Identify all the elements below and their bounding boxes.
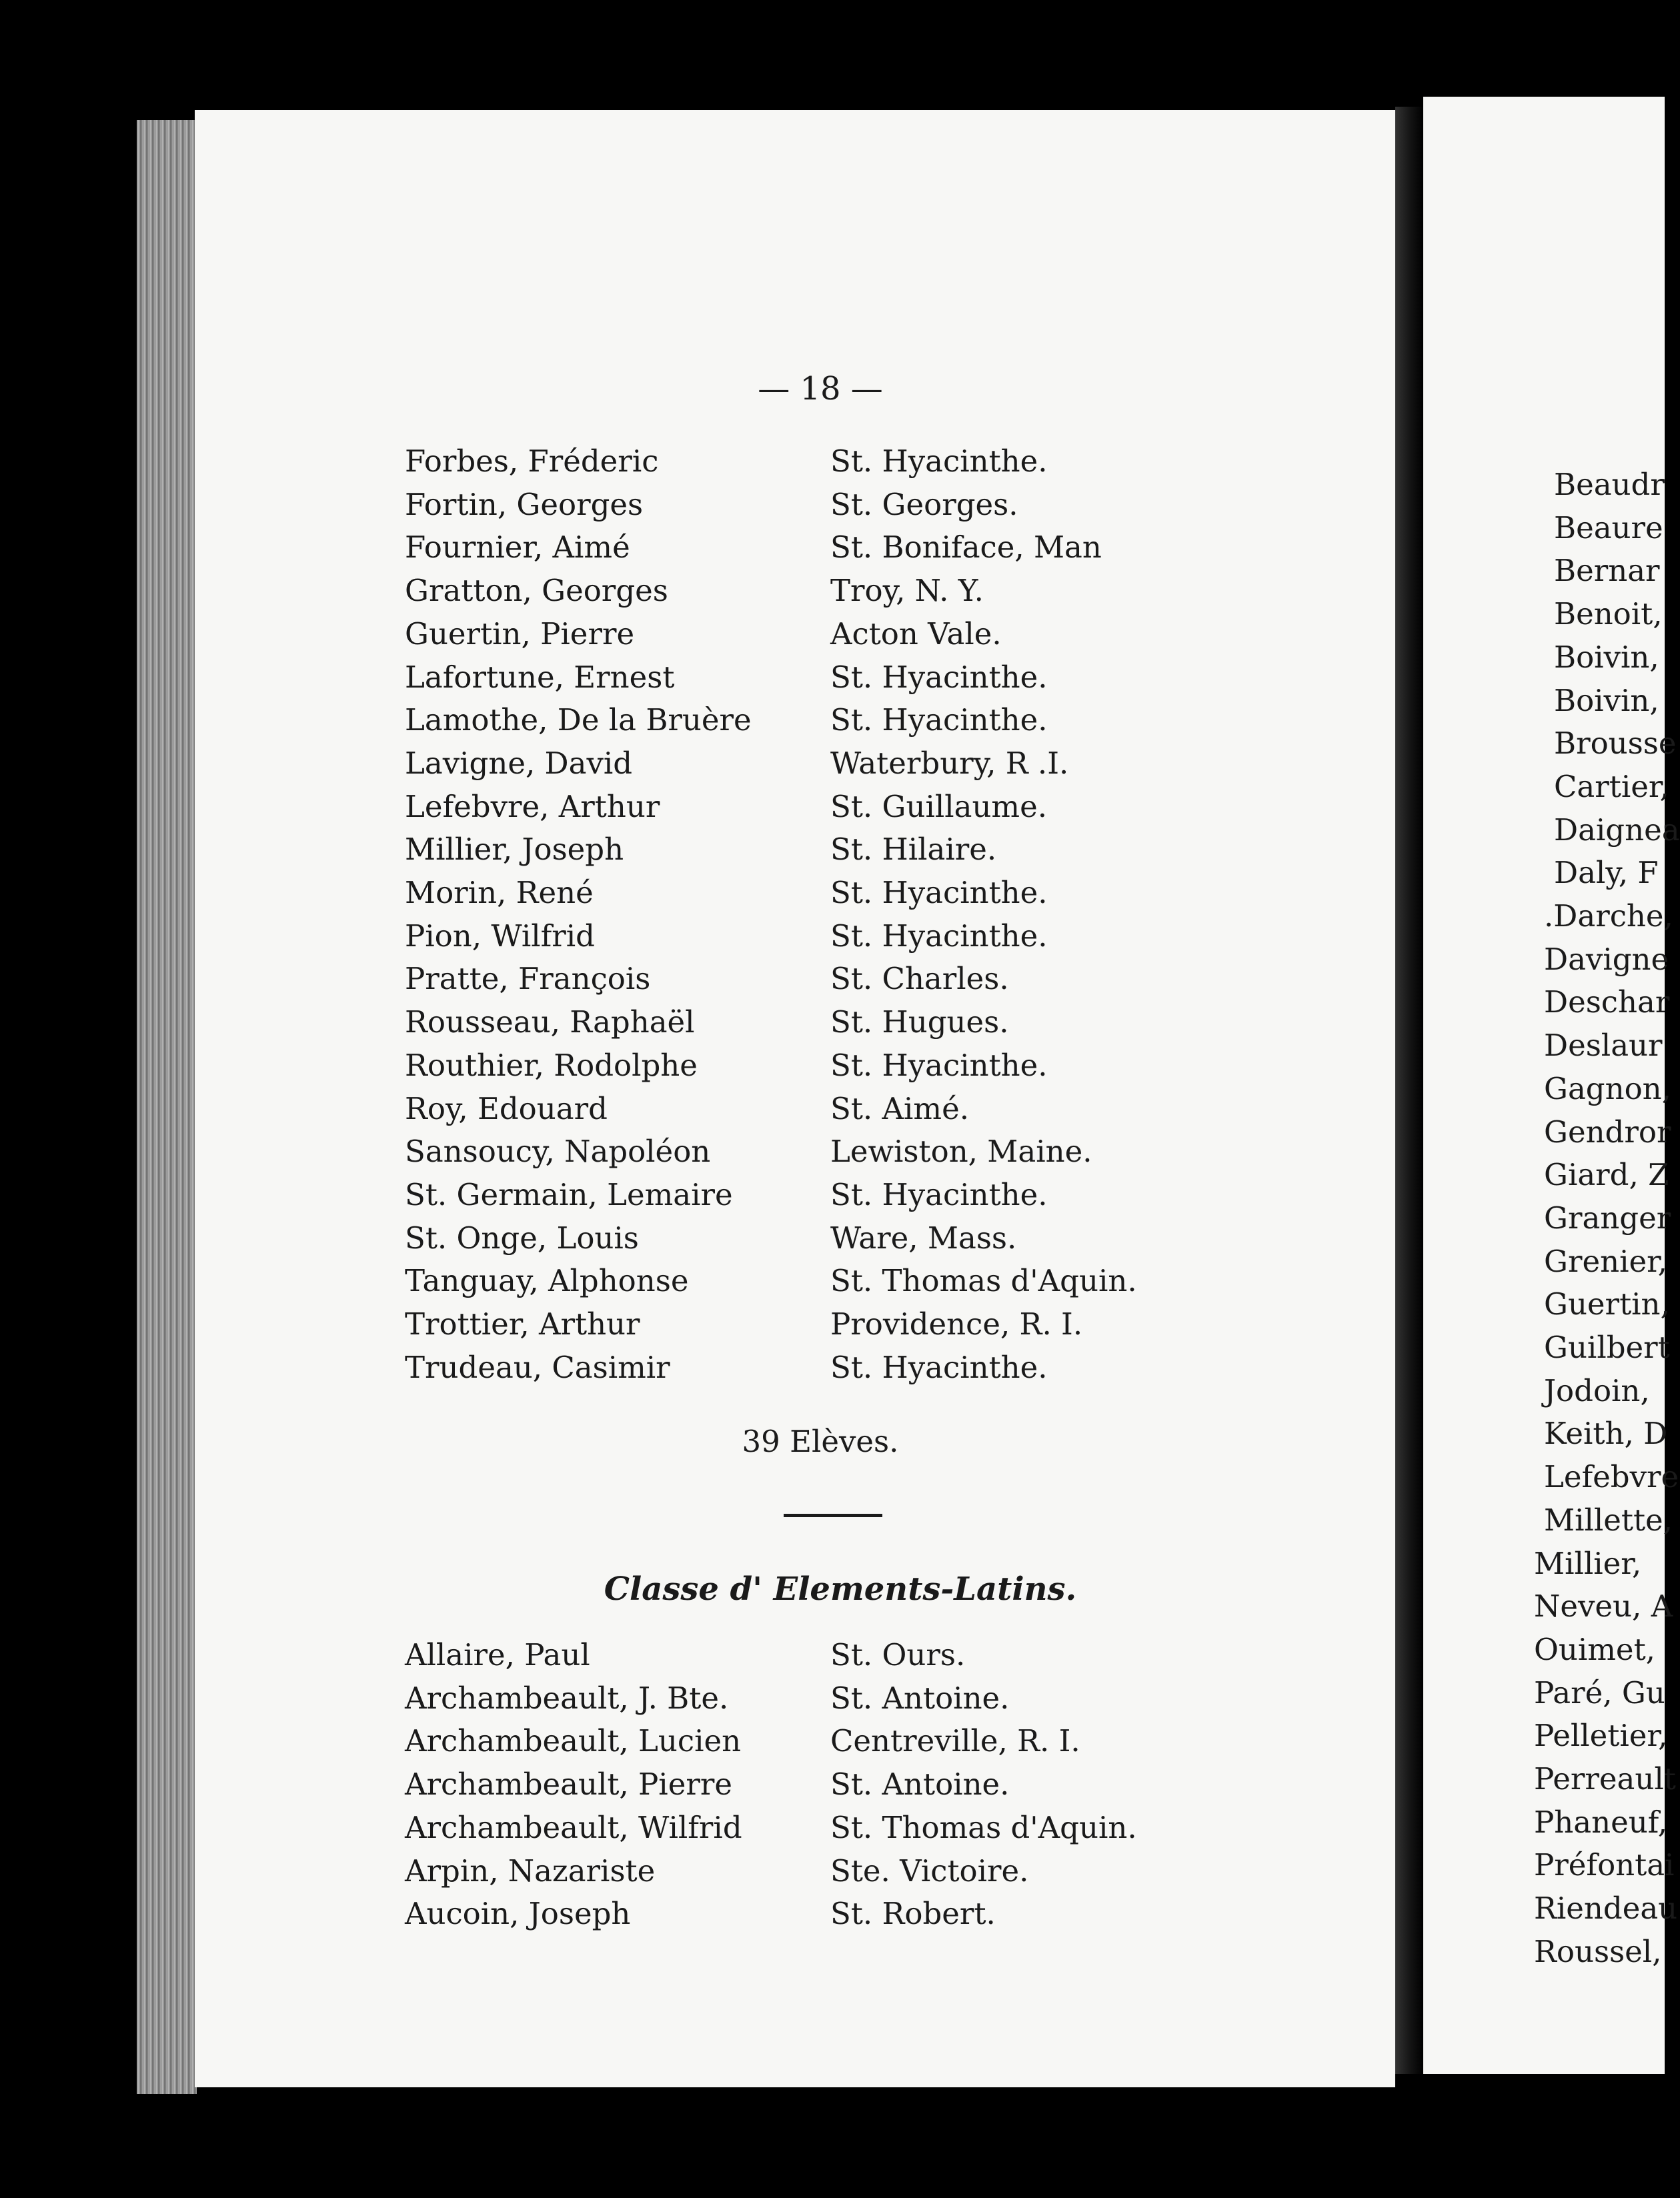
- student-name: Archambeault, J. Bte.: [405, 1680, 729, 1716]
- right-page-fragment: Daignea: [1554, 812, 1680, 848]
- right-page-fragment: Guilbert: [1544, 1330, 1670, 1365]
- right-page-fragment: Deschar: [1544, 984, 1670, 1020]
- right-page-fragment: Beaure: [1554, 509, 1663, 545]
- right-page-fragment: Deslaur: [1544, 1028, 1663, 1064]
- student-name: Rousseau, Raphaël: [405, 1004, 695, 1040]
- student-place: Lewiston, Maine.: [830, 1134, 1092, 1170]
- student-place: St. Hyacinthe.: [830, 659, 1048, 695]
- student-place: Acton Vale.: [830, 616, 1002, 652]
- right-page-fragment: Jodoin,: [1544, 1372, 1650, 1408]
- student-place: St. Hyacinthe.: [830, 918, 1048, 954]
- right-page-fragment: Cartier,: [1554, 768, 1669, 804]
- student-name: Arpin, Nazariste: [405, 1853, 656, 1889]
- right-page-fragment: Davigne: [1544, 941, 1669, 977]
- right-page-fragment: Millier,: [1534, 1545, 1642, 1581]
- student-count: 39 Elèves.: [742, 1424, 899, 1459]
- book-gutter: [1395, 107, 1423, 2074]
- student-name: Archambeault, Wilfrid: [405, 1809, 742, 1845]
- student-place: St. Antoine.: [830, 1680, 1010, 1716]
- student-place: St. Ours.: [830, 1637, 966, 1673]
- student-name: Archambeault, Pierre: [405, 1767, 732, 1803]
- student-place: Providence, R. I.: [830, 1306, 1083, 1342]
- right-page-fragment: Boivin,: [1554, 682, 1659, 718]
- student-place: St. Boniface, Man: [830, 529, 1102, 566]
- right-page-fragment: Guertin,: [1544, 1286, 1670, 1322]
- student-place: Waterbury, R .I.: [830, 745, 1069, 781]
- right-page-fragment: Phaneuf,: [1534, 1804, 1668, 1840]
- student-place: St. Aimé.: [830, 1090, 970, 1126]
- right-page-fragment: Beaudr: [1554, 467, 1665, 502]
- student-name: Fortin, Georges: [405, 486, 644, 522]
- student-place: St. Robert.: [830, 1896, 996, 1932]
- right-page-fragment: Benoit,: [1554, 596, 1663, 632]
- student-name: Morin, René: [405, 875, 594, 910]
- student-place: St. Thomas d'Aquin.: [830, 1263, 1137, 1299]
- student-place: St. Hyacinthe.: [830, 1349, 1048, 1385]
- student-name: Trudeau, Casimir: [405, 1349, 670, 1385]
- section-title: Classe d' Elements-Latins.: [604, 1570, 1077, 1608]
- student-place: Ste. Victoire.: [830, 1853, 1029, 1889]
- page-number: — 18 —: [758, 370, 883, 407]
- student-name: Lefebvre, Arthur: [405, 788, 660, 824]
- student-name: Tanguay, Alphonse: [405, 1263, 689, 1299]
- student-name: Lamothe, De la Bruère: [405, 702, 752, 738]
- right-page-fragment: Ouimet,: [1534, 1631, 1655, 1667]
- student-place: St. Georges.: [830, 486, 1018, 522]
- right-page-fragment: Gagnon,: [1544, 1070, 1671, 1106]
- student-name: Lafortune, Ernest: [405, 659, 675, 695]
- right-page-fragment: Keith, D: [1544, 1416, 1668, 1452]
- student-place: St. Antoine.: [830, 1767, 1010, 1803]
- right-page-fragment: Brousse: [1554, 726, 1677, 762]
- right-page-fragment: Riendeau: [1534, 1891, 1678, 1927]
- right-page-fragment: .Darche,: [1544, 898, 1673, 934]
- right-page-fragment: Perreault: [1534, 1761, 1676, 1797]
- right-page-fragment: Gendror: [1544, 1114, 1671, 1150]
- student-name: Pratte, François: [405, 961, 651, 997]
- student-place: Ware, Mass.: [830, 1220, 1017, 1256]
- student-name: Roy, Edouard: [405, 1090, 608, 1126]
- student-place: Troy, N. Y.: [830, 573, 984, 609]
- right-page-fragment: Granger: [1544, 1200, 1671, 1236]
- student-place: St. Hyacinthe.: [830, 875, 1048, 910]
- student-place: St. Thomas d'Aquin.: [830, 1809, 1137, 1845]
- student-name: Gratton, Georges: [405, 573, 668, 609]
- right-page-fragment: Grenier,: [1544, 1243, 1667, 1279]
- right-page-fragment: Millette,: [1544, 1502, 1673, 1538]
- student-place: St. Hyacinthe.: [830, 443, 1048, 479]
- right-page-fragment: Paré, Gu: [1534, 1675, 1665, 1711]
- student-name: Lavigne, David: [405, 745, 633, 781]
- right-page-fragment: Daly, F: [1554, 855, 1659, 891]
- student-place: St. Hugues.: [830, 1004, 1009, 1040]
- right-page-fragment: Boivin,: [1554, 639, 1659, 675]
- right-page-fragment: Pelletier,: [1534, 1718, 1668, 1754]
- student-place: St. Hyacinthe.: [830, 702, 1048, 738]
- student-name: Fournier, Aimé: [405, 529, 630, 566]
- book-binding-edge: [137, 120, 197, 2094]
- section-divider: [784, 1514, 882, 1517]
- student-name: St. Onge, Louis: [405, 1220, 639, 1256]
- student-name: Allaire, Paul: [405, 1637, 590, 1673]
- student-place: St. Charles.: [830, 961, 1009, 997]
- student-name: Aucoin, Joseph: [405, 1896, 631, 1932]
- right-page-fragment: Roussel,: [1534, 1933, 1662, 1969]
- right-page-fragment: Lefebvre: [1544, 1459, 1679, 1495]
- student-name: Routhier, Rodolphe: [405, 1047, 698, 1083]
- student-name: Millier, Joseph: [405, 832, 624, 868]
- student-name: Sansoucy, Napoléon: [405, 1134, 711, 1170]
- student-place: St. Guillaume.: [830, 788, 1048, 824]
- student-place: St. Hyacinthe.: [830, 1176, 1048, 1212]
- student-name: Guertin, Pierre: [405, 616, 635, 652]
- student-name: Archambeault, Lucien: [405, 1723, 742, 1759]
- student-place: St. Hilaire.: [830, 832, 997, 868]
- student-place: Centreville, R. I.: [830, 1723, 1080, 1759]
- right-page-fragment: Neveu, A: [1534, 1588, 1673, 1624]
- right-page-fragment: Giard, Z: [1544, 1157, 1669, 1193]
- student-name: Pion, Wilfrid: [405, 918, 595, 954]
- student-name: Forbes, Fréderic: [405, 443, 659, 479]
- student-name: St. Germain, Lemaire: [405, 1176, 733, 1212]
- right-page-fragment: Préfontai: [1534, 1847, 1675, 1883]
- student-place: St. Hyacinthe.: [830, 1047, 1048, 1083]
- student-name: Trottier, Arthur: [405, 1306, 640, 1342]
- right-page-fragment: Bernar: [1554, 553, 1660, 589]
